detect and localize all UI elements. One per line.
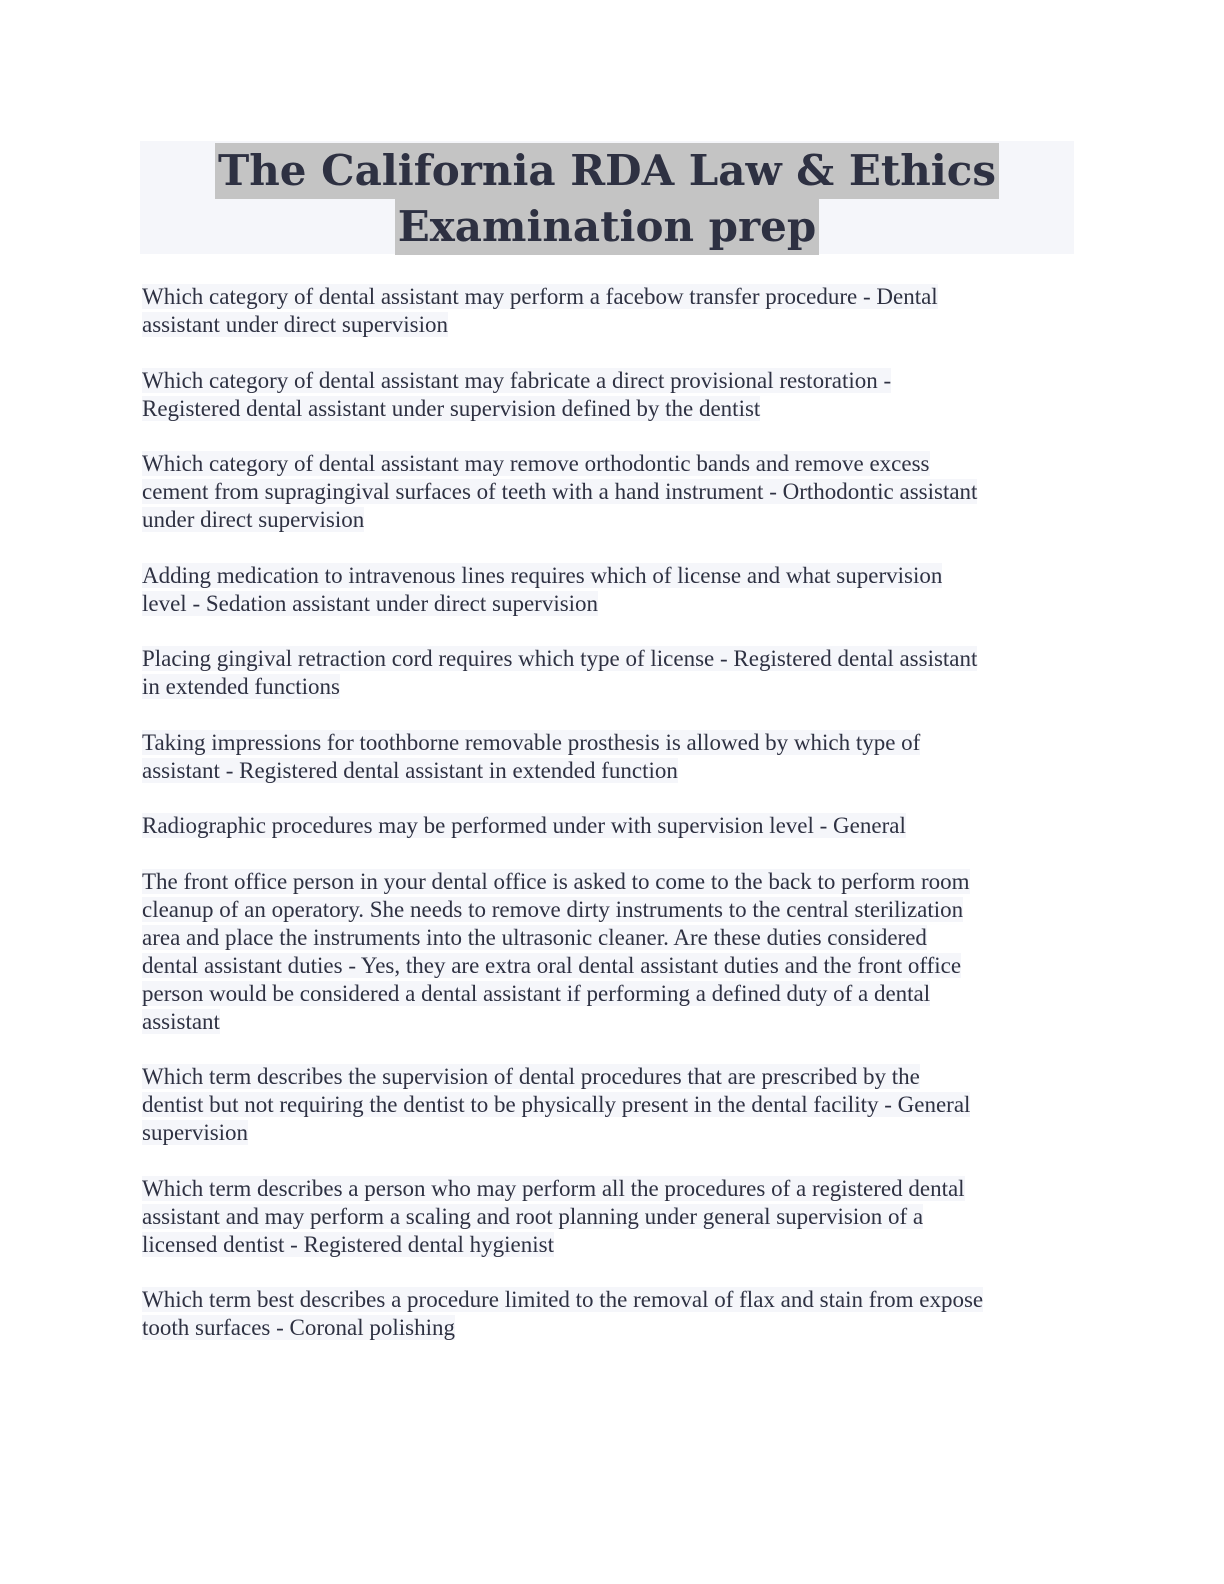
qa-line: assistant and may perform a scaling and root planning under general supervision of a — [142, 1203, 924, 1229]
qa-line: Which category of dental assistant may fabricate a direct provisional restoration - — [142, 367, 892, 393]
qa-line: Adding medication to intravenous lines requires which of license and what supervision — [142, 562, 943, 588]
document-title — [140, 141, 1074, 254]
qa-line: assistant - Registered dental assistant in extended function — [142, 757, 678, 783]
qa-line: cement from supragingival surfaces of teeth with a hand instrument - Orthodontic assistant — [142, 479, 978, 504]
qa-line: dental assistant duties - Yes, they are extra oral dental assistant duties and the front office — [142, 952, 962, 978]
qa-line: area and place the instruments into the ultrasonic cleaner. Are these duties considered — [142, 924, 927, 950]
qa-line: under direct supervision — [142, 507, 365, 532]
qa-item — [142, 1286, 1082, 1342]
qa-line: Which category of dental assistant may perform a facebow transfer procedure - Dental — [142, 284, 938, 309]
qa-line: Which term best describes a procedure limited to the removal of flax and stain from expose — [142, 1287, 984, 1312]
qa-line: assistant under direct supervision — [142, 312, 448, 337]
qa-line: cleanup of an operatory. She needs to remove dirty instruments to the central sterilization — [142, 896, 964, 922]
qa-line: Registered dental assistant under supervision defined by the dentist — [142, 395, 761, 421]
qa-line: supervision — [142, 1120, 249, 1145]
qa-line: in extended functions — [142, 674, 341, 699]
qa-line: dentist but not requiring the dentist to be physically present in the dental facility - General — [142, 1092, 971, 1117]
qa-item — [142, 812, 1082, 840]
qa-line: Which term describes a person who may perform all the procedures of a registered dental — [142, 1175, 965, 1201]
qa-line: Placing gingival retraction cord requires which type of license - Registered dental assistant — [142, 646, 978, 671]
qa-line: person would be considered a dental assistant if performing a defined duty of a dental — [142, 980, 931, 1006]
qa-item — [142, 283, 1082, 339]
qa-item — [142, 1063, 1082, 1147]
qa-item — [142, 367, 1082, 423]
qa-line: Which term describes the supervision of dental procedures that are prescribed by the — [142, 1064, 920, 1089]
qa-line: level - Sedation assistant under direct supervision — [142, 590, 599, 616]
qa-list — [142, 283, 1082, 1370]
qa-item — [142, 645, 1082, 701]
qa-line: licensed dentist - Registered dental hygienist — [142, 1231, 554, 1257]
qa-item — [142, 562, 1082, 618]
title-line-1: The California RDA Law & Ethics — [215, 143, 999, 199]
qa-item — [142, 450, 1082, 534]
qa-line: Radiographic procedures may be performed under with supervision level - General — [142, 813, 906, 838]
qa-line: Taking impressions for toothborne removable prosthesis is allowed by which type of — [142, 729, 921, 755]
qa-line: The front office person in your dental office is asked to come to the back to perform room — [142, 868, 970, 894]
qa-line: assistant — [142, 1008, 220, 1034]
title-line-2: Examination prep — [395, 199, 820, 255]
qa-line: tooth surfaces - Coronal polishing — [142, 1315, 456, 1340]
qa-line: Which category of dental assistant may remove orthodontic bands and remove excess — [142, 451, 930, 476]
qa-item — [142, 868, 1082, 1036]
qa-item — [142, 729, 1082, 785]
qa-item — [142, 1175, 1082, 1259]
